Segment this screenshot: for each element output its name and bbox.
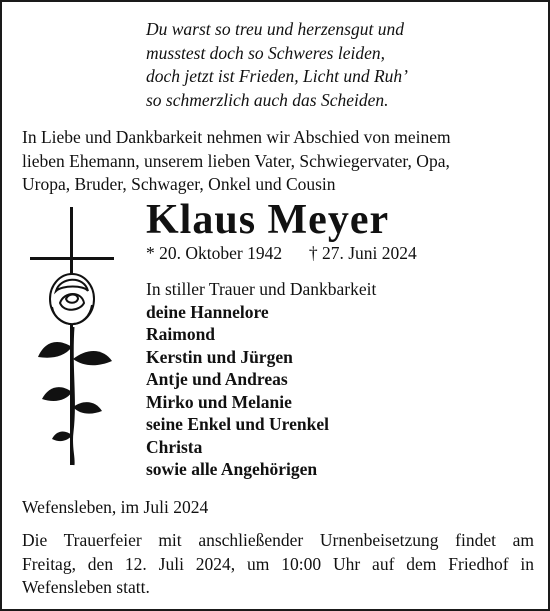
birth-star-icon: * — [146, 243, 155, 263]
mourners-list — [146, 278, 376, 481]
mourner-name: Christa — [146, 436, 203, 457]
mourner-name: Antje und Andreas — [146, 369, 288, 389]
poem-line: musstest doch so Schweres leiden, — [146, 42, 385, 63]
death-date: 27. Juni 2024 — [321, 243, 417, 263]
cross-with-rose-icon — [26, 207, 122, 477]
mourners-intro: In stiller Trauer und Dankbarkeit — [146, 279, 377, 299]
mourner-name: seine Enkel und Urenkel — [146, 414, 329, 434]
memorial-poem — [146, 18, 408, 112]
death-cross-icon: † — [308, 243, 318, 263]
life-dates — [146, 242, 417, 264]
poem-line: doch jetzt ist Frieden, Licht und Ruh’ — [146, 66, 408, 86]
mourner-name: deine Hannelore — [146, 301, 269, 322]
mourner-name: Raimond — [146, 324, 216, 344]
intro-line: In Liebe und Dankbarkeit nehmen wir Abschied von meinem — [22, 127, 451, 147]
place-and-date: Wefensleben, im Juli 2024 — [22, 497, 209, 517]
farewell-intro — [22, 126, 534, 197]
mourner-name: Kerstin und Jürgen — [146, 346, 293, 367]
mourner-name: Mirko und Melanie — [146, 391, 292, 412]
intro-line: lieben Ehemann, unserem lieben Vater, Schwiegervater, Opa, — [22, 150, 450, 171]
funeral-line: Die Trauerfeier mit anschließender Urnenbeisetzung findet am — [22, 530, 534, 550]
birth-date: 20. Oktober 1942 — [159, 243, 283, 263]
poem-line: Du warst so treu und herzensgut und — [146, 19, 404, 39]
funeral-line: Freitag, den 12. Juli 2024, um 10:00 Uhr auf dem Friedhof in — [22, 553, 534, 574]
deceased-name: Klaus Meyer — [146, 197, 390, 243]
poem-line: so schmerzlich auch das Scheiden. — [146, 89, 389, 110]
funeral-line: Wefensleben statt. — [22, 577, 150, 597]
funeral-info — [22, 529, 534, 600]
intro-line: Uropa, Bruder, Schwager, Onkel und Cousin — [22, 174, 336, 194]
mourner-name: sowie alle Angehörigen — [146, 459, 318, 479]
